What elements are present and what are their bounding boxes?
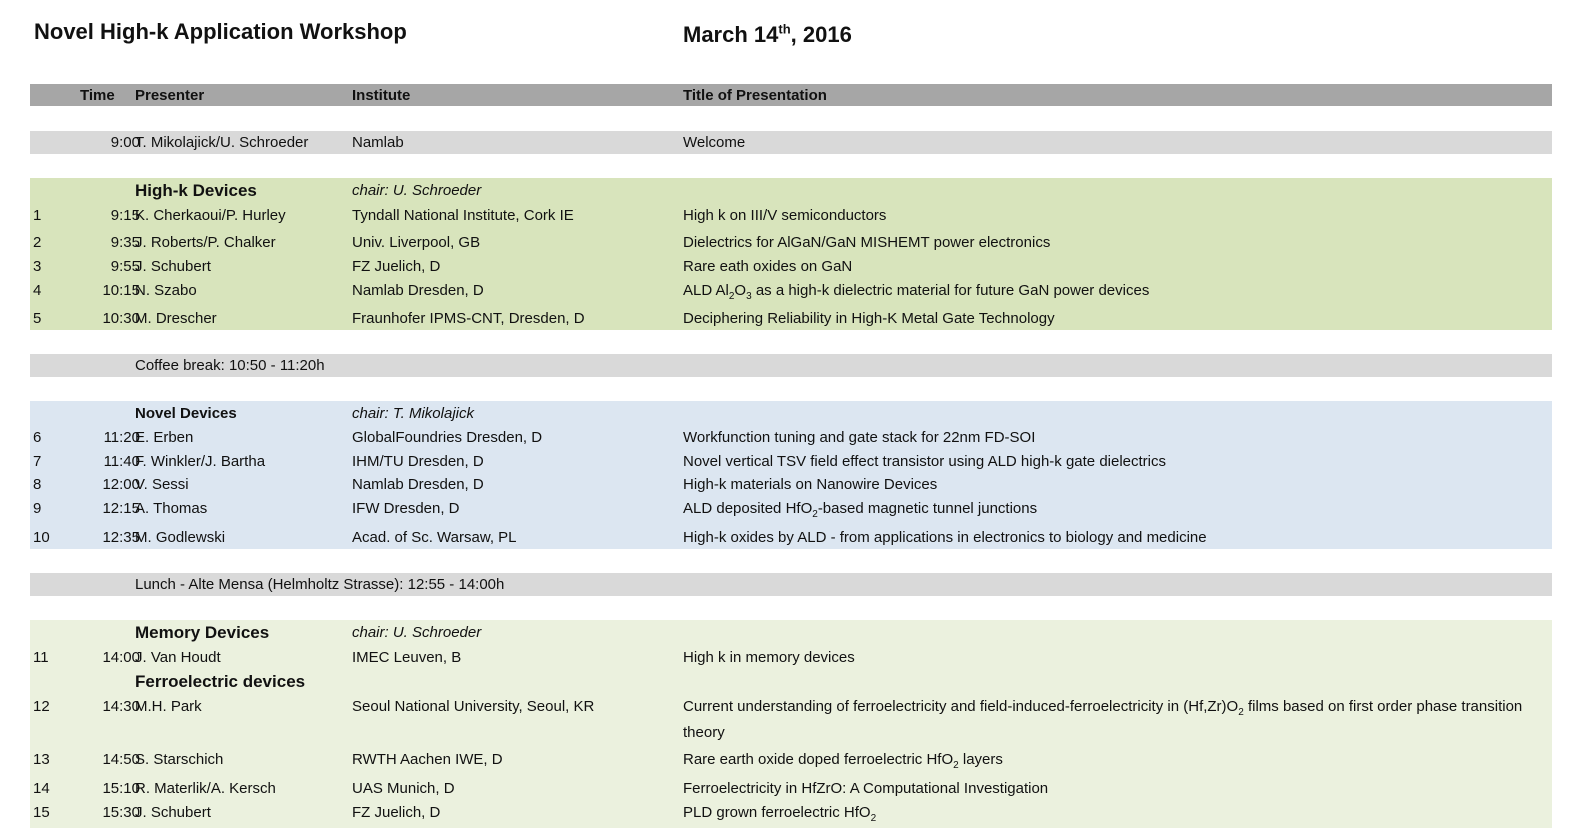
talk-presenter: T. Mikolajick/U. Schroeder xyxy=(135,134,309,151)
talk-time: 12:35 xyxy=(102,529,140,546)
talk-presenter: J. Schubert xyxy=(135,804,211,821)
talk-institute: Fraunhofer IPMS-CNT, Dresden, D xyxy=(352,310,585,327)
talk-title: Dielectrics for AlGaN/GaN MISHEMT power electronics xyxy=(683,234,1051,251)
talk-institute: Namlab Dresden, D xyxy=(352,282,484,299)
table-row xyxy=(30,257,1552,279)
table-row xyxy=(30,233,1552,255)
talk-time: 14:30 xyxy=(102,698,140,715)
talk-time: 12:15 xyxy=(102,500,140,517)
table-row xyxy=(30,803,1552,825)
session-chair: chair: U. Schroeder xyxy=(352,182,482,199)
talk-institute: Acad. of Sc. Warsaw, PL xyxy=(352,529,517,546)
talk-number: 7 xyxy=(33,453,42,470)
table-row xyxy=(30,281,1552,303)
header-time: Time xyxy=(80,87,115,104)
talk-institute: UAS Munich, D xyxy=(352,780,455,797)
talk-title: ALD $Al_2O_3$ as a high-k dielectric material for future GaN power devices xyxy=(683,282,1150,302)
talk-title: Current understanding of ferroelectricity and field-induced-ferroelectricity in $(Hf,Zr)O_2$ films based on first order phase transition theory xyxy=(683,698,1523,741)
talk-time: 11:40 xyxy=(103,453,140,470)
talk-time: 15:30 xyxy=(102,804,140,821)
talk-time: 9:00 xyxy=(110,134,140,151)
talk-number: 2 xyxy=(33,234,42,251)
talk-title: High-k oxides by ALD - from applications in electronics to biology and medicine xyxy=(683,529,1207,546)
table-row xyxy=(30,750,1552,772)
talk-presenter: V. Sessi xyxy=(135,476,189,493)
talk-institute: RWTH Aachen IWE, D xyxy=(352,751,503,768)
talk-title: Welcome xyxy=(683,134,746,151)
session-chair: chair: T. Mikolajick xyxy=(352,405,474,422)
talk-presenter: J. Van Houdt xyxy=(135,649,221,666)
talk-presenter: M.H. Park xyxy=(135,698,202,715)
talk-number: 9 xyxy=(33,500,42,517)
talk-title: High k in memory devices xyxy=(683,649,855,666)
talk-number: 3 xyxy=(33,258,42,275)
header-title: Title of Presentation xyxy=(683,87,827,104)
talk-presenter: K. Cherkaoui/P. Hurley xyxy=(135,207,286,224)
session-title: High-k Devices xyxy=(135,181,257,200)
talk-number: 14 xyxy=(33,780,50,797)
talk-presenter: M. Drescher xyxy=(135,310,217,327)
talk-time: 14:50 xyxy=(102,751,140,768)
talk-institute: Tyndall National Institute, Cork IE xyxy=(352,207,574,224)
talk-title: Workfunction tuning and gate stack for 22nm FD-SOI xyxy=(683,429,1036,446)
session-header xyxy=(30,181,1552,203)
table-row xyxy=(30,131,1552,154)
talk-number: 5 xyxy=(33,310,42,327)
talk-presenter: A. Thomas xyxy=(135,500,208,517)
session-title: Novel Devices xyxy=(135,405,237,422)
talk-number: 1 xyxy=(33,207,42,224)
talk-institute: Namlab xyxy=(352,134,404,151)
table-row xyxy=(30,206,1552,228)
talk-title: Rare eath oxides on GaN xyxy=(683,258,853,275)
workshop-date: March 14th, 2016 xyxy=(683,21,852,47)
talk-time: 10:15 xyxy=(102,282,140,299)
talk-number: 12 xyxy=(33,698,50,715)
talk-presenter: N. Szabo xyxy=(135,282,197,299)
talk-title: High-k materials on Nanowire Devices xyxy=(683,476,938,493)
talk-institute: IHM/TU Dresden, D xyxy=(352,453,484,470)
table-row xyxy=(30,475,1552,497)
talk-institute: Namlab Dresden, D xyxy=(352,476,484,493)
talk-title: Ferroelectricity in HfZrO: A Computational Investigation xyxy=(683,780,1049,797)
talk-institute: GlobalFoundries Dresden, D xyxy=(352,429,543,446)
talk-presenter: S. Starschich xyxy=(135,751,224,768)
table-row xyxy=(30,528,1552,550)
talk-title: ALD deposited HfO$_2$-based magnetic tunnel junctions xyxy=(683,500,1038,520)
lunch-break-row xyxy=(30,573,1552,596)
table-header xyxy=(30,84,1552,106)
workshop-title: Novel High-k Application Workshop xyxy=(34,19,407,44)
talk-presenter: J. Roberts/P. Chalker xyxy=(135,234,276,251)
lunch-break-text: Lunch - Alte Mensa (Helmholtz Strasse): 12:55 - 14:00h xyxy=(135,576,505,593)
session-header xyxy=(30,404,1552,426)
talk-presenter: E. Erben xyxy=(135,429,194,446)
talk-title: PLD grown ferroelectric HfO$_2$ xyxy=(683,804,877,824)
talk-number: 6 xyxy=(33,429,42,446)
talk-time: 11:20 xyxy=(103,429,140,446)
coffee-break-row xyxy=(30,354,1552,377)
talk-presenter: J. Schubert xyxy=(135,258,211,275)
table-row xyxy=(30,697,1552,743)
talk-number: 15 xyxy=(33,804,50,821)
subsession-header xyxy=(30,672,1552,694)
talk-institute: Seoul National University, Seoul, KR xyxy=(352,698,595,715)
subsession-title: Ferroelectric devices xyxy=(135,672,306,691)
talk-title: High k on III/V semiconductors xyxy=(683,207,887,224)
talk-time: 15:10 xyxy=(102,780,140,797)
session-title: Memory Devices xyxy=(135,623,270,642)
talk-title: Deciphering Reliability in High-K Metal Gate Technology xyxy=(683,310,1055,327)
talk-time: 9:55 xyxy=(110,258,140,275)
talk-institute: FZ Juelich, D xyxy=(352,804,441,821)
talk-time: 10:30 xyxy=(102,310,140,327)
talk-number: 10 xyxy=(33,529,50,546)
talk-number: 4 xyxy=(33,282,42,299)
talk-institute: FZ Juelich, D xyxy=(352,258,441,275)
table-row xyxy=(30,499,1552,521)
talk-time: 9:15 xyxy=(110,207,140,224)
table-row xyxy=(30,428,1552,450)
talk-presenter: F. Winkler/J. Bartha xyxy=(135,453,266,470)
talk-institute: IMEC Leuven, B xyxy=(352,649,462,666)
talk-title: Novel vertical TSV field effect transistor using ALD high-k gate dielectrics xyxy=(683,453,1167,470)
talk-institute: Univ. Liverpool, GB xyxy=(352,234,481,251)
session-chair: chair: U. Schroeder xyxy=(352,624,482,641)
table-row xyxy=(30,309,1552,331)
talk-time: 12:00 xyxy=(102,476,140,493)
session-header xyxy=(30,623,1552,645)
talk-presenter: R. Materlik/A. Kersch xyxy=(135,780,276,797)
header-presenter: Presenter xyxy=(135,87,205,104)
talk-number: 13 xyxy=(33,751,50,768)
table-row xyxy=(30,648,1552,670)
table-row xyxy=(30,779,1552,801)
coffee-break-text: Coffee break: 10:50 - 11:20h xyxy=(135,357,325,374)
talk-time: 9:35 xyxy=(110,234,140,251)
talk-number: 11 xyxy=(33,649,49,666)
talk-institute: IFW Dresden, D xyxy=(352,500,460,517)
talk-number: 8 xyxy=(33,476,42,493)
talk-time: 14:00 xyxy=(102,649,140,666)
talk-presenter: M. Godlewski xyxy=(135,529,226,546)
header-institute: Institute xyxy=(352,87,411,104)
talk-title: Rare earth oxide doped ferroelectric HfO$_2$ layers xyxy=(683,751,1003,771)
table-row xyxy=(30,452,1552,474)
